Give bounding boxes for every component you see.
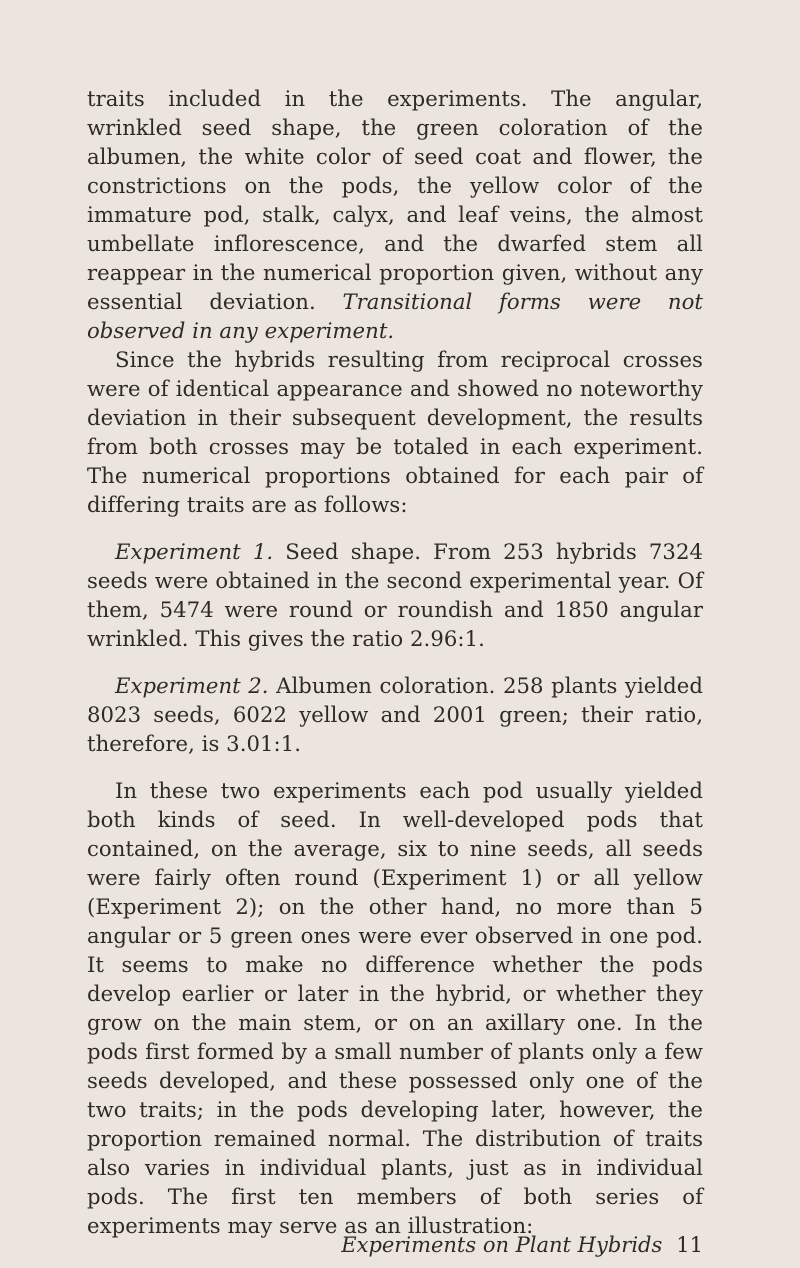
experiment-2-label: Experiment 2. — [115, 673, 269, 698]
experiment-1-label: Experiment 1. — [115, 539, 274, 564]
paragraph-experiment-2: Experiment 2. Albumen coloration. 258 plants yielded 8023 seeds, 6022 yellow and 2001 green; their ratio, therefore, is 3.01:1. — [87, 673, 703, 756]
paragraph-pods: In these two experiments each pod usually yielded both kinds of seed. In well-developed pods that contained, on the average, six to nine seeds, all seeds were fairly often round (Experiment 1) or all yellow (Experiment 2); on the other hand, no more than 5 angular or 5 green ones were ever observed in one pod. It seems to make no difference whether the pods develop earlier or later in the hybrid, or whether they grow on the main stem, or on an axillary one. In the pods first formed by a small number of plants only a few seeds developed, and these possessed only one of the two traits; in the pods developing later, however, the proportion remained normal. The distribution of traits also varies in individual plants, just as in individual pods. The first ten members of both series of experiments may serve as an illustration: — [87, 778, 703, 1238]
running-title: Experiments on Plant Hybrids — [341, 1233, 663, 1257]
page-footer — [341, 1231, 703, 1259]
body-text — [87, 84, 703, 1240]
emphasis-transitional-forms: Transitional forms were not observed in any experiment. — [87, 289, 703, 343]
paragraph-traits: traits included in the experiments. The angular, wrinkled seed shape, the green coloration of the albumen, the white color of seed coat and flower, the constrictions on the pods, the yellow color of the immature pod, stalk, calyx, and leaf veins, the almost umbellate inflorescence, and the dwarfed stem all reappear in the numerical proportion given, without any essential deviation. Transitional forms were not observed in any experiment. — [87, 86, 703, 343]
paragraph-experiment-1: Experiment 1. Seed shape. From 253 hybrids 7324 seeds were obtained in the second experimental year. Of them, 5474 were round or roundish and 1850 angular wrinkled. This gives the ratio 2.96:1. — [87, 539, 703, 651]
page-number: 11 — [676, 1233, 703, 1257]
paragraph-reciprocal-crosses: Since the hybrids resulting from reciprocal crosses were of identical appearance and showed no noteworthy deviation in their subsequent development, the results from both crosses may be totaled in each experiment. The numerical proportions obtained for each pair of differing traits are as follows: — [87, 347, 703, 517]
